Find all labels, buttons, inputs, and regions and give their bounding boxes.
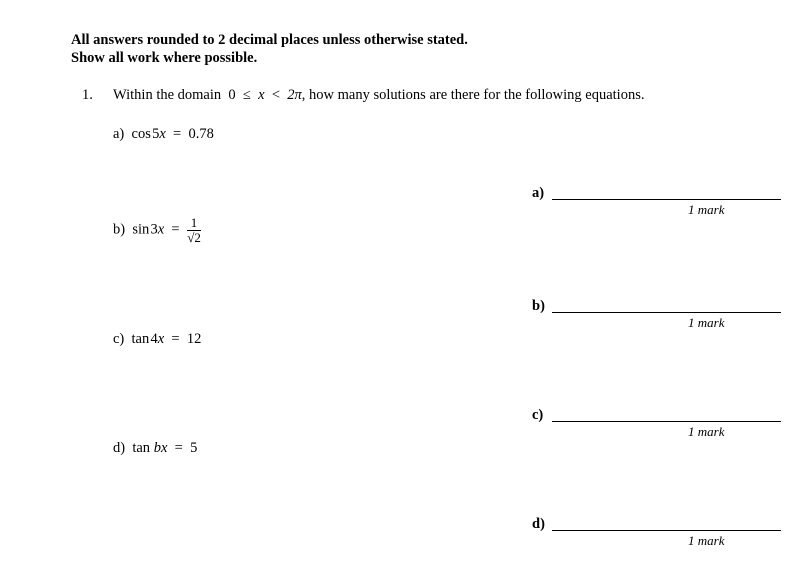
part-d-equation: d) tan bx = 5 bbox=[113, 440, 198, 456]
instructions-line-1: All answers rounded to 2 decimal places unless otherwise stated. bbox=[71, 32, 468, 48]
answer-a-line[interactable] bbox=[552, 199, 781, 200]
answer-d-line[interactable] bbox=[552, 530, 781, 531]
answer-a-marks: 1 mark bbox=[688, 202, 725, 217]
answer-a-label: a) bbox=[532, 185, 545, 201]
answer-c-label: c) bbox=[532, 407, 544, 423]
answer-c-marks: 1 mark bbox=[688, 424, 725, 439]
answer-d-marks: 1 mark bbox=[688, 533, 725, 548]
answer-c-line[interactable] bbox=[552, 421, 781, 422]
instructions-line-2: Show all work where possible. bbox=[71, 50, 258, 66]
answer-b-marks: 1 mark bbox=[688, 315, 725, 330]
part-b-equation: b) sin 3x = $\frac{1}{√2}$ bbox=[113, 215, 201, 245]
question-stem: Within the domain 0 ≤ x < 2π, how many solutions are there for the following equations. bbox=[113, 87, 645, 103]
part-a-equation: a) cos 5x = 0.78 bbox=[113, 126, 214, 142]
fraction-one-over-root-two: $\frac{1}{√2}$ bbox=[187, 215, 201, 245]
answer-b-line[interactable] bbox=[552, 312, 781, 313]
answer-d-label: d) bbox=[532, 516, 545, 532]
part-c-equation: c) tan 4x = 12 bbox=[113, 331, 202, 347]
question-number: 1. bbox=[82, 87, 93, 103]
answer-b-label: b) bbox=[532, 298, 545, 314]
